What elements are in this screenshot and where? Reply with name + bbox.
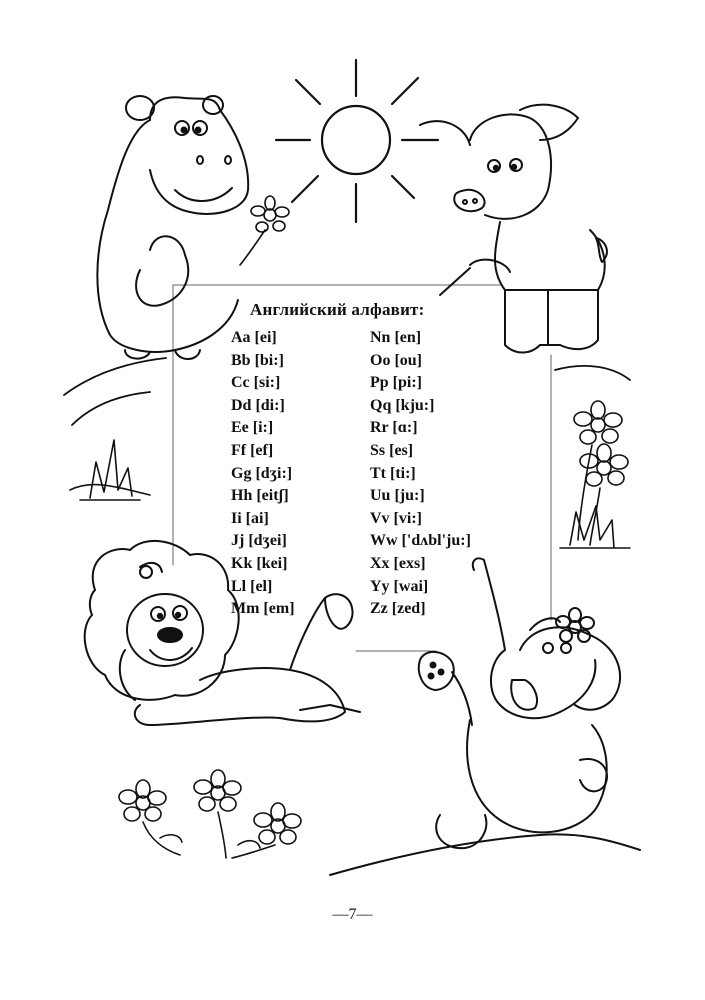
letter-entry: Tt [ti:]: [370, 464, 416, 482]
letter-entry: Mm [em]: [231, 600, 295, 618]
letter-entry: Bb [bi:]: [231, 351, 284, 369]
sun-icon: [276, 60, 438, 222]
letter-entry: Nn [en]: [370, 329, 422, 346]
letter-entry: Oo [ou]: [370, 351, 422, 369]
page-number: —7—: [332, 906, 373, 923]
alphabet-column-right: [370, 327, 471, 621]
letter-entry: Dd [di:]: [231, 396, 285, 414]
alphabet-column-left: [231, 327, 295, 621]
ground-lines: [64, 358, 630, 425]
letter-entry: Qq [kju:]: [370, 396, 435, 414]
letter-entry: Jj [dʒei]: [231, 532, 287, 550]
pig-icon: [420, 105, 607, 353]
letter-entry: Yy [wai]: [370, 577, 429, 595]
letter-entry: Rr [ɑ:]: [370, 419, 418, 437]
letter-entry: Kk [kei]: [231, 554, 288, 572]
letter-entry: Ee [i:]: [231, 419, 274, 437]
letter-entry: Hh [eitʃ]: [231, 487, 289, 505]
lion-icon: [85, 541, 360, 725]
grass-left-icon: [70, 440, 150, 500]
letter-entry: Ll [el]: [231, 577, 273, 595]
letter-entry: Xx [exs]: [370, 554, 426, 572]
letter-entry: Cc [si:]: [231, 374, 281, 392]
letter-entry: Aa [ei]: [231, 329, 277, 346]
flowers-right-icon: [560, 401, 630, 548]
letter-entry: Zz [zed]: [370, 600, 426, 618]
letter-entry: Ww ['dʌbl'ju:]: [370, 532, 471, 550]
daisy-icon: [240, 196, 289, 265]
letter-entry: Ii [ai]: [231, 509, 269, 527]
letter-entry: Vv [vi:]: [370, 509, 422, 527]
letter-entry: Ff [ef]: [231, 441, 274, 459]
letter-entry: Uu [ju:]: [370, 487, 425, 505]
letter-entry: Ss [es]: [370, 441, 414, 459]
letter-entry: Pp [pi:]: [370, 374, 422, 392]
letter-entry: Gg [dʒi:]: [231, 464, 293, 482]
alphabet-title: Английский алфавит:: [250, 300, 425, 319]
flowers-bottom-left-icon: [119, 770, 301, 858]
